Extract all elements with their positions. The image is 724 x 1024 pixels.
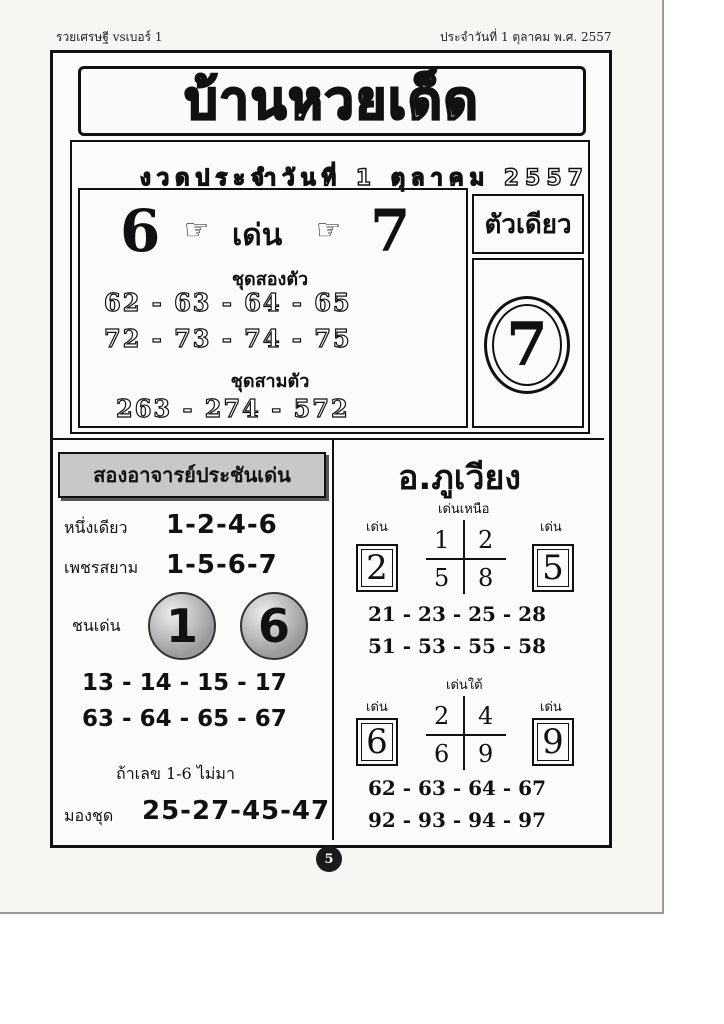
- left-note: ถ้าเลข 1-6 ไม่มา: [116, 764, 235, 783]
- section-divider-horizontal: [52, 438, 604, 440]
- pointing-hand-right-icon: ☞: [184, 213, 210, 246]
- row-label-2: เพชรสยาม: [64, 558, 139, 577]
- upper-line-1: 21 - 23 - 25 - 28: [368, 602, 547, 626]
- lower-cross-vertical: [463, 696, 465, 770]
- lower-cross-tl: 2: [434, 702, 450, 730]
- lower-right-box: [532, 718, 574, 766]
- upper-left-box-number: 2: [361, 549, 393, 587]
- set-value: 25-27-45-47: [142, 796, 331, 826]
- chon-label: ชนเด่น: [72, 616, 121, 635]
- header-left: รวยเศรษฐี vsเบอร์ 1: [56, 30, 163, 44]
- lower-cross-br: 9: [478, 740, 494, 768]
- left-section-title-box: [58, 452, 326, 498]
- upper-left-label: เด่น: [366, 520, 388, 535]
- top-pick-left: 6: [120, 197, 161, 265]
- lower-cross-tr: 4: [478, 702, 494, 730]
- single-label: ตัวเดียว: [484, 209, 572, 240]
- upper-right-box-number: 5: [537, 549, 569, 587]
- three-digit-label: ชุดสามตัว: [230, 371, 310, 392]
- upper-right-label: เด่น: [540, 520, 562, 535]
- row-label-1: หนึ่งเดียว: [64, 518, 128, 537]
- page-title: บ้านหวยเด็ด: [184, 71, 480, 131]
- header-right: ประจำวันที่ 1 ตุลาคม พ.ศ. 2557: [440, 30, 612, 44]
- lower-cross-horizontal: [426, 734, 506, 736]
- left-section-title: สองอาจารย์ประชันเด่น: [93, 463, 291, 487]
- left-number-line-1: 13 - 14 - 15 - 17: [82, 670, 287, 696]
- lower-right-label: เด่น: [540, 700, 562, 715]
- upper-right-box: [532, 544, 574, 592]
- two-digit-row-2: 72 - 73 - 74 - 75: [104, 324, 352, 353]
- lower-left-label: เด่น: [366, 700, 388, 715]
- upper-label: เด่นเหนือ: [438, 502, 490, 517]
- section-divider-vertical: [332, 440, 334, 840]
- pointing-hand-right-icon-2: ☞: [316, 213, 342, 246]
- set-label: มองชุด: [64, 806, 114, 825]
- chon-ball-1: 1: [148, 592, 216, 660]
- upper-left-box: [356, 544, 398, 592]
- title-box: [78, 66, 586, 136]
- right-section-title: อ.ภูเวียง: [398, 458, 521, 498]
- row-value-1: 1-2-4-6: [166, 510, 278, 540]
- single-number-circle: [484, 296, 570, 394]
- upper-cross-br: 8: [478, 564, 494, 592]
- upper-cross-tl: 1: [434, 526, 450, 554]
- top-pick-right: 7: [370, 197, 411, 265]
- top-pick-label: เด่น: [232, 218, 283, 253]
- two-digit-row-1: 62 - 63 - 64 - 65: [104, 288, 352, 317]
- page-number: 5: [316, 846, 342, 872]
- upper-cross-vertical: [463, 520, 465, 594]
- lower-label: เด่นใต้: [446, 678, 483, 693]
- single-label-box: [472, 194, 584, 254]
- upper-line-2: 51 - 53 - 55 - 58: [368, 634, 547, 658]
- lower-right-box-number: 9: [537, 723, 569, 761]
- lower-line-1: 62 - 63 - 64 - 67: [368, 776, 547, 800]
- upper-cross-bl: 5: [434, 564, 450, 592]
- upper-cross-tr: 2: [478, 526, 494, 554]
- lower-cross-bl: 6: [434, 740, 450, 768]
- row-value-2: 1-5-6-7: [166, 550, 278, 580]
- single-number: 7: [492, 304, 562, 386]
- lower-line-2: 92 - 93 - 94 - 97: [368, 808, 547, 832]
- lower-left-box-number: 6: [361, 723, 393, 761]
- lower-left-box: [356, 718, 398, 766]
- left-number-line-2: 63 - 64 - 65 - 67: [82, 706, 287, 732]
- upper-cross-horizontal: [426, 558, 506, 560]
- chon-ball-2: 6: [240, 592, 308, 660]
- two-digit-label: ชุดสองตัว: [231, 269, 309, 290]
- draw-date: งวดประจำวันที่ 1 ตุลาคม 2557: [140, 166, 589, 191]
- three-digit-row: 263 - 274 - 572: [116, 394, 350, 423]
